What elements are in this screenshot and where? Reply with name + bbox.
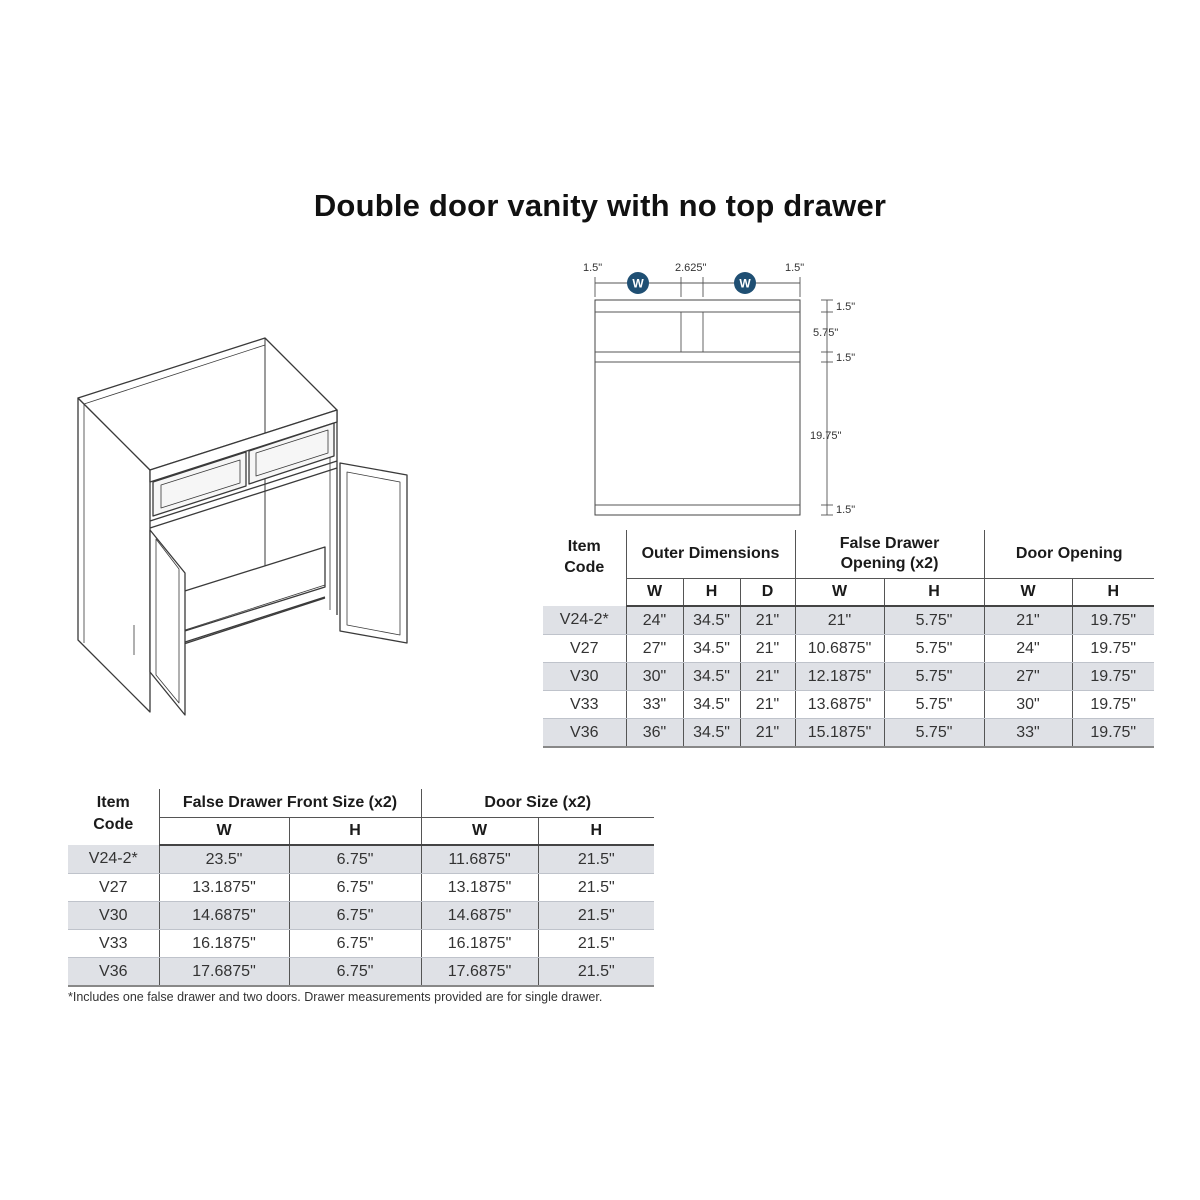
table-cell: 21": [795, 606, 884, 635]
sub-header: H: [683, 579, 740, 607]
table-cell: 6.75": [289, 845, 421, 874]
outer-dimensions-table: [543, 530, 1154, 748]
sub-header: W: [421, 818, 538, 846]
table-cell: 5.75": [884, 663, 984, 691]
table-cell: 13.6875": [795, 691, 884, 719]
item-code-cell: V36: [68, 958, 159, 987]
table-cell: 21": [740, 635, 795, 663]
sub-header: W: [159, 818, 289, 846]
table-cell: 36": [626, 719, 683, 748]
item-code-cell: V30: [68, 902, 159, 930]
table-row: [543, 635, 1154, 663]
group-header-false-drawer-opening: False Drawer Opening (x2): [795, 530, 984, 579]
table-cell: 19.75": [1072, 691, 1154, 719]
table-cell: 27": [984, 663, 1072, 691]
table-cell: 6.75": [289, 958, 421, 987]
table-cell: 34.5": [683, 635, 740, 663]
table-cell: 11.6875": [421, 845, 538, 874]
table-cell: 14.6875": [421, 902, 538, 930]
table-cell: 27": [626, 635, 683, 663]
dim-label: 1.5": [785, 262, 805, 274]
table-cell: 34.5": [683, 663, 740, 691]
table-cell: 16.1875": [421, 930, 538, 958]
width-badge-label: W: [739, 276, 751, 291]
table-row: [68, 874, 654, 902]
table-cell: 33": [626, 691, 683, 719]
table-cell: 30": [984, 691, 1072, 719]
table-cell: 30": [626, 663, 683, 691]
table-cell: 21": [740, 606, 795, 635]
cabinet-isometric-drawing: [60, 325, 440, 720]
dim-label: 2.625": [675, 262, 707, 274]
item-code-cell: V27: [68, 874, 159, 902]
table-cell: 15.1875": [795, 719, 884, 748]
table-row: [68, 845, 654, 874]
table-cell: 16.1875": [159, 930, 289, 958]
sub-header: W: [626, 579, 683, 607]
dim-label: 1.5": [836, 352, 856, 364]
item-code-header: Item Code: [564, 538, 605, 576]
table-cell: 21": [740, 691, 795, 719]
group-header-door-size: Door Size (x2): [421, 789, 654, 818]
table-cell: 10.6875": [795, 635, 884, 663]
dim-label: 1.5": [583, 262, 603, 274]
group-header-door-opening: Door Opening: [984, 530, 1154, 579]
table-cell: 13.1875": [421, 874, 538, 902]
table-cell: 6.75": [289, 930, 421, 958]
group-header-false-drawer-front-size: False Drawer Front Size (x2): [159, 789, 421, 818]
table-cell: 24": [626, 606, 683, 635]
dim-label: 1.5": [836, 301, 856, 313]
table-cell: 21": [984, 606, 1072, 635]
table-cell: 21": [740, 663, 795, 691]
table-row: [68, 958, 654, 987]
table-cell: 19.75": [1072, 606, 1154, 635]
item-code-cell: V24-2*: [543, 606, 626, 635]
table-cell: 17.6875": [159, 958, 289, 987]
table-cell: 19.75": [1072, 635, 1154, 663]
table-cell: 24": [984, 635, 1072, 663]
table-cell: 34.5": [683, 606, 740, 635]
sub-header: H: [1072, 579, 1154, 607]
sub-header: H: [538, 818, 654, 846]
table-cell: 21.5": [538, 902, 654, 930]
table-row: [543, 663, 1154, 691]
sub-header: W: [984, 579, 1072, 607]
table-cell: 19.75": [1072, 663, 1154, 691]
table-cell: 23.5": [159, 845, 289, 874]
sub-header: H: [884, 579, 984, 607]
dim-label: 1.5": [836, 504, 856, 516]
table-cell: 14.6875": [159, 902, 289, 930]
table-cell: 21.5": [538, 874, 654, 902]
dim-label: 5.75": [813, 327, 839, 339]
table-cell: 6.75": [289, 902, 421, 930]
table-cell: 19.75": [1072, 719, 1154, 748]
item-code-cell: V33: [68, 930, 159, 958]
table-cell: 34.5": [683, 691, 740, 719]
table-cell: 6.75": [289, 874, 421, 902]
sub-header: H: [289, 818, 421, 846]
table-row: [543, 719, 1154, 748]
width-badge-label: W: [632, 276, 644, 291]
table-cell: 33": [984, 719, 1072, 748]
table-cell: 13.1875": [159, 874, 289, 902]
table-cell: 21": [740, 719, 795, 748]
table-cell: 5.75": [884, 635, 984, 663]
front-elevation-drawing: [575, 255, 875, 520]
table-row: [543, 691, 1154, 719]
table-row: [543, 606, 1154, 635]
table-cell: 12.1875": [795, 663, 884, 691]
table-cell: 5.75": [884, 606, 984, 635]
item-code-cell: V27: [543, 635, 626, 663]
item-code-cell: V36: [543, 719, 626, 748]
table-cell: 21.5": [538, 958, 654, 987]
item-code-cell: V33: [543, 691, 626, 719]
footnote: *Includes one false drawer and two doors. Drawer measurements provided are for single drawer.: [68, 990, 603, 1004]
table-row: [68, 902, 654, 930]
table-cell: 17.6875": [421, 958, 538, 987]
sub-header: D: [740, 579, 795, 607]
page-title: Double door vanity with no top drawer: [313, 188, 887, 223]
table-row: [68, 930, 654, 958]
sub-header: W: [795, 579, 884, 607]
item-code-cell: V24-2*: [68, 845, 159, 874]
drawer-door-size-table: [68, 789, 654, 987]
table-cell: 5.75": [884, 691, 984, 719]
item-code-header: Item Code: [93, 794, 134, 833]
group-header-outer-dimensions: Outer Dimensions: [626, 530, 795, 579]
table-cell: 34.5": [683, 719, 740, 748]
dim-label: 19.75": [810, 430, 842, 442]
table-cell: 21.5": [538, 930, 654, 958]
table-cell: 21.5": [538, 845, 654, 874]
table-cell: 5.75": [884, 719, 984, 748]
item-code-cell: V30: [543, 663, 626, 691]
